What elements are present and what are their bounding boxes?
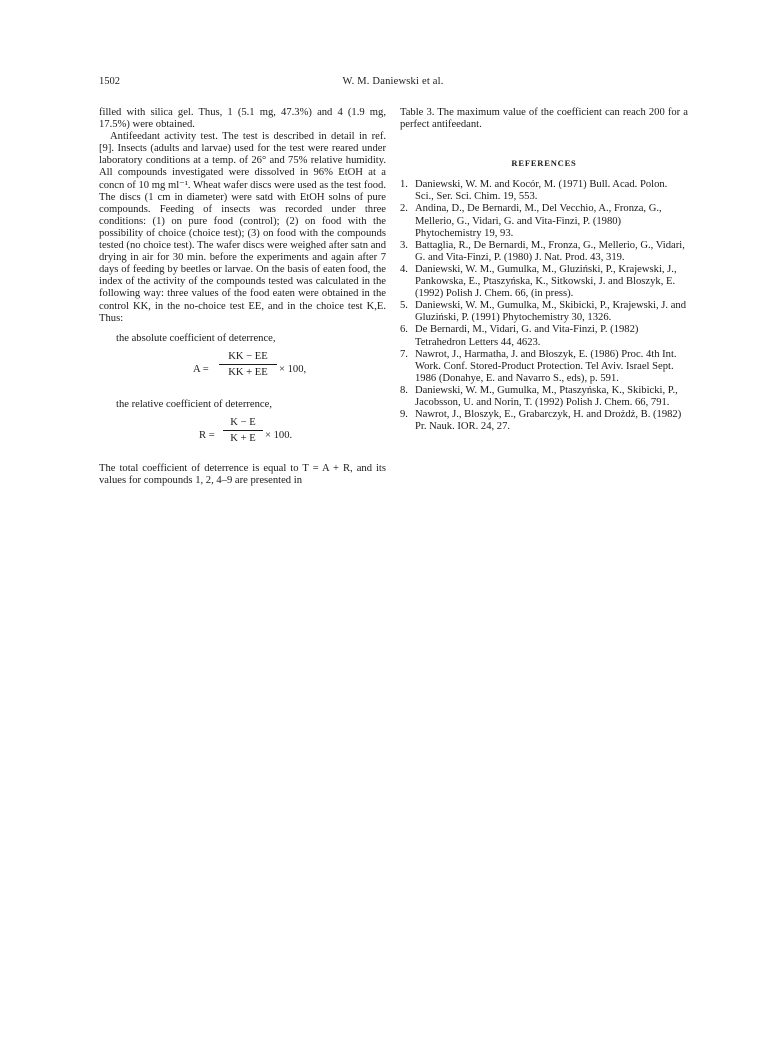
formula-absolute-coefficient [99,351,386,391]
reference-item [400,324,688,348]
reference-number: 9. [400,409,408,421]
reference-number: 4. [400,263,408,275]
reference-number: 6. [400,324,408,336]
reference-text: Nawrot, J., Harmatha, J. and Błoszyk, E. (1986) Proc. 4th Int. Work. Conf. Stored-Product Protection. Tel Aviv. Israel Sept. 1986 (Donahye, E. and Navarro S., eds), p. 591. [415,348,677,384]
formula-a-denominator: KK + EE [228,366,268,378]
reference-number: 5. [400,300,408,312]
reference-text: Daniewski, W. M. and Kocór, M. (1971) Bull. Acad. Polon. Sci., Ser. Sci. Chim. 19, 553. [415,179,668,203]
formula-r-lhs: R = [199,429,215,441]
reference-number: 3. [400,239,408,251]
reference-number: 7. [400,348,408,360]
formula-r-fraction [223,417,263,445]
reference-text: De Bernardi, M., Vidari, G. and Vita-Finzi, P. (1982) Tetrahedron Letters 44, 4623. [415,324,639,348]
paragraph-continuation-right: Table 3. The maximum value of the coefficient can reach 200 for a perfect antifeedant. [400,107,688,131]
formula-r-denominator: K + E [230,432,256,444]
reference-item [400,264,688,300]
running-head: W. M. Daniewski et al. [342,76,444,87]
reference-item [400,385,688,409]
right-column [400,107,688,433]
relative-coefficient-label: the relative coefficient of deterrence, [116,398,272,410]
formula-a-fraction [219,351,277,379]
formula-relative-coefficient [99,417,386,457]
reference-text: Andina, D., De Bernardi, M., Del Vecchio, A., Fronza, G., Mellerio, G., Vidari, G. and Vita-Finzi, P. (1980) Phytochemistry 19, 93. [415,203,662,239]
references-list [400,179,688,433]
reference-item [400,409,688,433]
reference-text: Daniewski, W. M., Gumulka, M., Skibicki, P., Krajewski, J. and Gluziński, P. (1991) Phytochemistry 30, 1326. [415,300,687,324]
formula-a-numerator: KK − EE [219,351,277,365]
references-heading: REFERENCES [511,158,577,169]
reference-number: 1. [400,179,408,191]
absolute-coefficient-label: the absolute coefficient of deterrence, [116,332,276,344]
reference-item [400,179,688,203]
reference-item [400,203,688,239]
reference-item [400,240,688,264]
reference-number: 2. [400,203,408,215]
formula-r-numerator: K − E [223,417,263,431]
reference-item [400,349,688,385]
formula-a-lhs: A = [193,363,209,375]
reference-text: Daniewski, W. M., Gumulka, M., Ptaszyńska, K., Skibicki, P., Jacobsson, U. and Norin, T. (1992) Polish J. Chem. 66, 791. [415,384,678,408]
reference-text: Nawrot, J., Bloszyk, E., Grabarczyk, H. and Drożdż, B. (1982) Pr. Nauk. IOR. 24, 27. [415,409,682,433]
reference-item [400,300,688,324]
reference-text: Daniewski, W. M., Gumulka, M., Gluziński, P., Krajewski, J., Pankowska, E., Ptaszyńska, K., Sitkowski, J. and Bloszyk, E. (1992) Polish J. Chem. 66, (in press). [415,263,677,300]
paragraph-continuation: filled with silica gel. Thus, 1 (5.1 mg, 47.3%) and 4 (1.9 mg, 17.5%) were obtained. [99,107,386,131]
formula-a-multiplier: × 100, [279,363,307,375]
formula-r-multiplier: × 100. [265,429,293,441]
page-number: 1502 [99,76,120,87]
reference-number: 8. [400,384,408,396]
reference-text: Battaglia, R., De Bernardi, M., Fronza, G., Mellerio, G., Vidari, G. and Vita-Finzi, P. (1980) J. Nat. Prod. 43, 319. [415,239,685,263]
left-column [99,107,386,487]
paragraph-antifeedant-test: Antifeedant activity test. The test is described in detail in ref. [9]. Insects (adults and larvae) used for the test were reared under laboratory conditions at a temp. of 26° and 75% relative humidity. All compounds investigated were dissolved in 96% EtOH at a concn of 10 mg ml⁻¹. Wheat wafer discs were used as the test food. The discs (1 cm in diameter) were satd with EtOH solns of pure compounds. Feeding of insects was recorded under three conditions: (1) on pure food (control); (2) on food with the possibility of choice (choice test); (3) on food with the compounds tested (no choice test). The wafer discs were weighed after satn and drying in air for 30 min. before the experiments and again after 7 days of feeding by beetles or larvae. On the basis of eaten food, the index of the activity of the compounds tested was calculated in the following way: three values of the food eaten were obtained in the control KK, in the no-choice test EE, and in the choice test K,E. Thus: [99,131,386,324]
page-header [99,76,687,92]
paragraph-total-coefficient: The total coefficient of deterrence is equal to T = A + R, and its values for compounds 1, 2, 4–9 are presented in [99,462,386,486]
